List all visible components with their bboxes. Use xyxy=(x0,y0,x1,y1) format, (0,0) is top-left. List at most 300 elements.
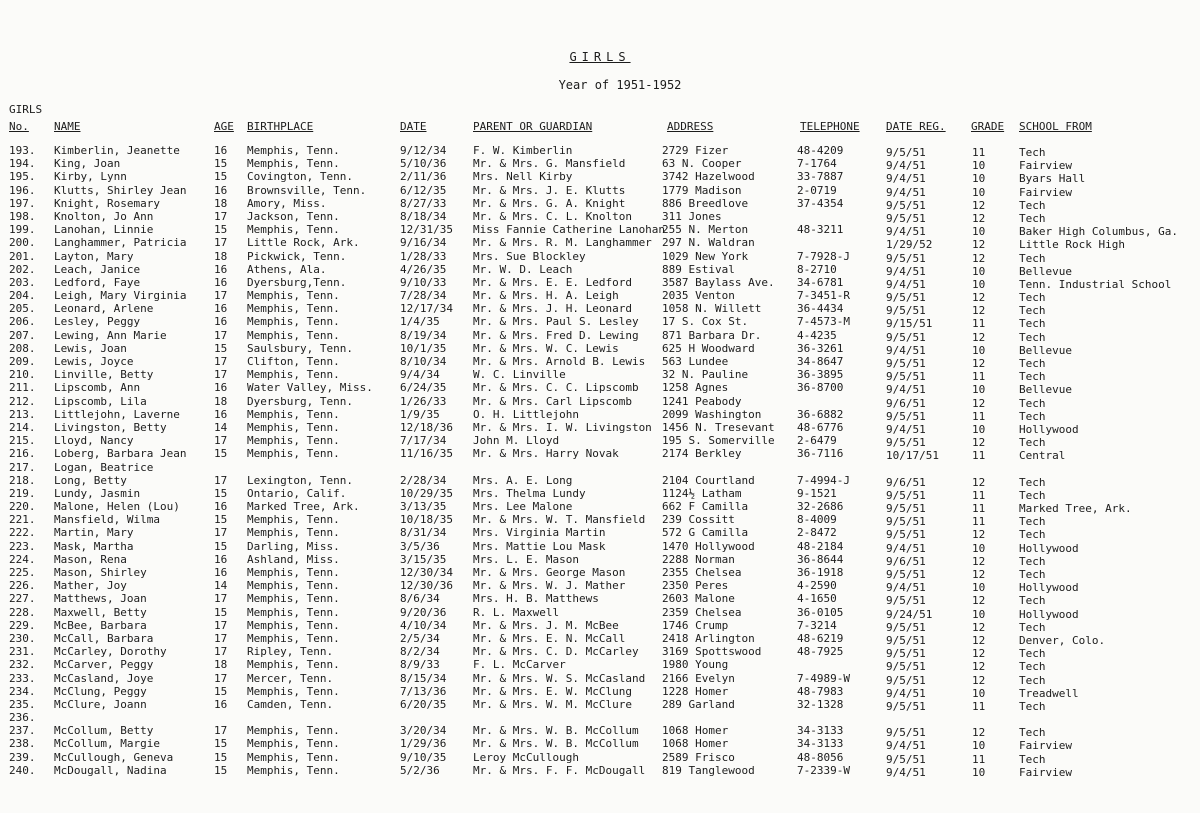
grade: 12 xyxy=(972,211,986,225)
table-row xyxy=(0,737,1200,753)
header-birthplace: BIRTHPLACE xyxy=(247,120,314,133)
student-age: 15 xyxy=(214,763,228,777)
school-from: Tech xyxy=(1019,291,1046,305)
birth-date: 2/5/34 xyxy=(400,631,440,645)
parent-guardian: Mr. W. D. Leach xyxy=(473,262,573,276)
table-row xyxy=(0,157,1200,173)
address: 2350 Peres xyxy=(662,579,729,593)
row-number: 202. xyxy=(9,262,36,276)
table-row xyxy=(0,487,1200,500)
address: 2603 Malone xyxy=(662,592,735,606)
school-from: Bellevue xyxy=(1019,383,1072,397)
birthplace: Water Valley, Miss. xyxy=(247,381,373,395)
date-registered: 9/5/51 xyxy=(886,304,926,318)
grade: 10 xyxy=(972,159,986,173)
school-from: Bellevue xyxy=(1019,343,1072,357)
school-from: Tech xyxy=(1019,396,1046,410)
grade: 12 xyxy=(972,475,986,489)
row-number: 237. xyxy=(9,724,36,738)
table-row xyxy=(0,619,1200,632)
birth-date: 8/19/34 xyxy=(400,328,447,342)
table-row xyxy=(0,632,1200,645)
grade: 12 xyxy=(972,436,986,450)
telephone: 36-8700 xyxy=(797,381,844,395)
parent-guardian: Mrs. Sue Blockley xyxy=(473,249,586,263)
student-name: Klutts, Shirley Jean xyxy=(54,183,187,197)
parent-guardian: Mr. & Mrs. Arnold B. Lewis xyxy=(473,355,646,368)
birthplace: Memphis, Tenn. xyxy=(247,289,340,303)
parent-guardian: Mr. & Mrs. W. T. Mansfield xyxy=(473,513,646,527)
grade: 10 xyxy=(972,607,986,621)
birthplace: Memphis, Tenn. xyxy=(247,420,340,434)
table-row xyxy=(0,329,1200,342)
address: 32 N. Pauline xyxy=(662,368,749,382)
student-name: Lesley, Peggy xyxy=(54,315,141,329)
date-registered: 9/5/51 xyxy=(886,568,926,581)
birth-date: 8/15/34 xyxy=(400,671,447,685)
address: 195 S. Somerville xyxy=(662,434,775,448)
row-number: 201. xyxy=(9,249,36,263)
birth-date: 12/30/36 xyxy=(400,579,453,593)
birthplace: Dyersburg, Tenn. xyxy=(247,394,353,408)
birth-date: 1/29/36 xyxy=(400,737,447,751)
student-name: McCollum, Betty xyxy=(54,724,154,738)
date-registered: 9/5/51 xyxy=(886,291,926,305)
student-age: 15 xyxy=(214,684,228,698)
parent-guardian: Mr. & Mrs. George Mason xyxy=(473,566,626,579)
birth-date: 6/20/35 xyxy=(400,697,447,711)
parent-guardian: Mr. & Mrs. C. L. Knolton xyxy=(473,209,632,223)
student-name: Leach, Janice xyxy=(54,262,141,276)
student-name: McCasland, Joye xyxy=(54,671,154,685)
student-name: Layton, Mary xyxy=(54,249,134,263)
student-name: Lewis, Joyce xyxy=(54,355,134,368)
birthplace: Memphis, Tenn. xyxy=(247,447,340,461)
date-registered: 9/4/51 xyxy=(886,185,926,199)
header-school: SCHOOL FROM xyxy=(1019,120,1092,133)
telephone: 2-0719 xyxy=(797,183,837,197)
student-name: Malone, Helen (Lou) xyxy=(54,500,180,514)
school-from: Tech xyxy=(1019,475,1046,489)
birth-date: 12/17/34 xyxy=(400,302,453,316)
school-from: Tech xyxy=(1019,211,1046,225)
school-from: Tech xyxy=(1019,515,1046,529)
school-from: Tech xyxy=(1019,568,1046,581)
telephone: 34-3133 xyxy=(797,737,844,751)
parent-guardian: Mr. & Mrs. W. C. Lewis xyxy=(473,341,619,355)
date-registered: 9/4/51 xyxy=(886,225,926,239)
student-age: 17 xyxy=(214,328,228,342)
telephone: 32-2686 xyxy=(797,500,844,514)
student-name: Lipscomb, Ann xyxy=(54,381,141,395)
date-registered: 9/5/51 xyxy=(886,251,926,265)
address: 2729 Fizer xyxy=(662,144,729,157)
birth-date: 9/10/35 xyxy=(400,750,447,764)
grade: 11 xyxy=(972,409,986,423)
student-age: 15 xyxy=(214,539,228,553)
row-number: 194. xyxy=(9,157,36,171)
telephone: 37-4354 xyxy=(797,196,844,210)
student-age: 17 xyxy=(214,355,228,368)
row-number: 223. xyxy=(9,539,36,553)
birth-date: 10/1/35 xyxy=(400,341,447,355)
table-row xyxy=(0,751,1200,764)
student-age: 16 xyxy=(214,275,228,289)
grade: 11 xyxy=(972,317,986,331)
telephone: 7-4994-J xyxy=(797,473,850,487)
telephone: 7-3214 xyxy=(797,618,837,632)
birth-date: 3/13/35 xyxy=(400,500,447,514)
birthplace: Ashland, Miss. xyxy=(247,552,340,566)
birth-date: 4/26/35 xyxy=(400,262,447,276)
address: 1241 Peabody xyxy=(662,394,742,408)
birthplace: Ripley, Tenn. xyxy=(247,645,334,659)
student-name: Leigh, Mary Virginia xyxy=(54,289,187,303)
student-name: Mask, Martha xyxy=(54,539,134,553)
birthplace: Lexington, Tenn. xyxy=(247,473,353,487)
address: 1068 Homer xyxy=(662,737,729,751)
table-row xyxy=(0,421,1200,434)
birthplace: Memphis, Tenn. xyxy=(247,737,340,751)
student-name: Knolton, Jo Ann xyxy=(54,209,154,223)
telephone: 34-6781 xyxy=(797,275,844,289)
address: 819 Tanglewood xyxy=(662,763,755,777)
table-row xyxy=(0,276,1200,289)
student-name: Lundy, Jasmin xyxy=(54,486,141,500)
table-row xyxy=(0,144,1200,157)
school-from: Marked Tree, Ark. xyxy=(1019,502,1132,516)
address: 2355 Chelsea xyxy=(662,566,742,579)
school-from: Hollywood xyxy=(1019,581,1079,595)
grade: 12 xyxy=(972,291,986,305)
row-number: 207. xyxy=(9,328,36,342)
birthplace: Memphis, Tenn. xyxy=(247,513,340,527)
school-from: Tech xyxy=(1019,317,1046,331)
birth-date: 9/16/34 xyxy=(400,236,447,250)
row-number: 206. xyxy=(9,315,36,329)
student-name: Loberg, Barbara Jean xyxy=(54,447,187,461)
birthplace: Memphis, Tenn. xyxy=(247,763,340,777)
birth-date: 3/5/36 xyxy=(400,539,440,553)
student-name: McBee, Barbara xyxy=(54,618,147,632)
birth-date: 5/2/36 xyxy=(400,763,440,777)
row-number: 220. xyxy=(9,500,36,514)
birthplace: Memphis, Tenn. xyxy=(247,526,340,540)
student-age: 15 xyxy=(214,447,228,461)
address: 1228 Homer xyxy=(662,684,729,698)
table-header xyxy=(0,120,1200,136)
girls-column-label: GIRLS xyxy=(9,103,43,116)
birth-date: 8/31/34 xyxy=(400,526,447,540)
table-row xyxy=(0,553,1200,566)
parent-guardian: Miss Fannie Catherine Lanohan xyxy=(473,223,666,237)
telephone: 36-8644 xyxy=(797,552,844,566)
row-number: 233. xyxy=(9,671,36,685)
date-registered: 9/4/51 xyxy=(886,159,926,173)
table-row xyxy=(0,724,1200,740)
address: 2099 Washington xyxy=(662,407,762,421)
grade: 10 xyxy=(972,541,986,555)
header-name: NAME xyxy=(54,120,81,133)
student-age: 16 xyxy=(214,407,228,421)
parent-guardian: Mr. & Mrs. W. B. McCollum xyxy=(473,724,639,738)
date-registered: 9/4/51 xyxy=(886,422,926,436)
student-age: 15 xyxy=(214,223,228,237)
row-number: 235. xyxy=(9,697,36,711)
birthplace: Memphis, Tenn. xyxy=(247,434,340,448)
birthplace: Brownsville, Tenn. xyxy=(247,183,367,197)
school-from: Baker High Columbus, Ga. xyxy=(1019,225,1178,239)
grade: 12 xyxy=(972,528,986,542)
row-number: 229. xyxy=(9,618,36,632)
row-number: 215. xyxy=(9,434,36,448)
grade: 12 xyxy=(972,568,986,581)
student-age: 17 xyxy=(214,368,228,382)
student-age: 18 xyxy=(214,196,228,210)
parent-guardian: Mrs. Virginia Martin xyxy=(473,526,606,540)
row-number: 224. xyxy=(9,552,36,566)
address: 17 S. Cox St. xyxy=(662,315,749,329)
student-age: 18 xyxy=(214,394,228,408)
date-registered: 9/5/51 xyxy=(886,752,926,766)
student-name: Mason, Rena xyxy=(54,552,127,566)
grade: 10 xyxy=(972,581,986,595)
telephone: 7-4573-M xyxy=(797,315,850,329)
grade: 12 xyxy=(972,554,986,568)
school-from: Tech xyxy=(1019,528,1046,542)
date-registered: 9/5/51 xyxy=(886,409,926,423)
row-number: 204. xyxy=(9,289,36,303)
school-from: Denver, Colo. xyxy=(1019,633,1106,647)
address: 889 Estival xyxy=(662,262,735,276)
telephone: 48-7983 xyxy=(797,684,844,698)
student-name: Lewis, Joan xyxy=(54,341,127,355)
student-name: Langhammer, Patricia xyxy=(54,236,187,250)
birth-date: 12/18/36 xyxy=(400,420,453,434)
telephone: 34-3133 xyxy=(797,724,844,738)
row-number: 214. xyxy=(9,420,36,434)
header-telephone: TELEPHONE xyxy=(800,120,860,133)
date-registered: 9/5/51 xyxy=(886,146,926,159)
telephone: 7-1764 xyxy=(797,157,837,171)
birth-date: 7/17/34 xyxy=(400,434,447,448)
date-registered: 9/4/51 xyxy=(886,172,926,186)
table-row xyxy=(0,315,1200,331)
grade: 12 xyxy=(972,726,986,740)
grade: 11 xyxy=(972,370,986,384)
header-date: DATE xyxy=(400,120,427,133)
parent-guardian: W. C. Linville xyxy=(473,368,566,382)
grade: 10 xyxy=(972,172,986,186)
parent-guardian: Mr. & Mrs. J. E. Klutts xyxy=(473,183,626,197)
birth-date: 6/12/35 xyxy=(400,183,447,197)
parent-guardian: Mr. & Mrs. Carl Lipscomb xyxy=(473,394,632,408)
birth-date: 3/20/34 xyxy=(400,724,447,738)
grade: 11 xyxy=(972,515,986,529)
telephone: 48-2184 xyxy=(797,539,844,553)
school-from: Tech xyxy=(1019,673,1046,687)
row-number: 231. xyxy=(9,645,36,659)
table-row xyxy=(0,645,1200,661)
birthplace: Little Rock, Ark. xyxy=(247,236,360,250)
student-age: 17 xyxy=(214,645,228,659)
school-from: Tech xyxy=(1019,370,1046,384)
address: 2288 Norman xyxy=(662,552,735,566)
birth-date: 1/4/35 xyxy=(400,315,440,329)
parent-guardian: O. H. Littlejohn xyxy=(473,407,579,421)
row-number: 238. xyxy=(9,737,36,751)
date-registered: 9/24/51 xyxy=(886,607,933,621)
address: 1058 N. Willett xyxy=(662,302,762,316)
row-number: 213. xyxy=(9,407,36,421)
student-name: Lewing, Ann Marie xyxy=(54,328,167,342)
birthplace: Pickwick, Tenn. xyxy=(247,249,347,263)
birthplace: Dyersburg,Tenn. xyxy=(247,275,347,289)
telephone: 36-4434 xyxy=(797,302,844,316)
address: 1470 Hollywood xyxy=(662,539,755,553)
row-number: 218. xyxy=(9,473,36,487)
parent-guardian: Mr. & Mrs. W. S. McCasland xyxy=(473,671,646,685)
student-age: 15 xyxy=(214,513,228,527)
school-from: Tech xyxy=(1019,699,1046,713)
parent-guardian: F. W. Kimberlin xyxy=(473,144,573,157)
school-from: Hollywood xyxy=(1019,422,1079,436)
header-no: No. xyxy=(9,120,29,133)
birthplace: Memphis, Tenn. xyxy=(247,750,340,764)
grade: 12 xyxy=(972,330,986,344)
birthplace: Ontario, Calif. xyxy=(247,486,347,500)
table-row xyxy=(0,672,1200,685)
telephone: 2-8472 xyxy=(797,526,837,540)
date-registered: 9/5/51 xyxy=(886,620,926,634)
birth-date: 9/12/34 xyxy=(400,144,447,157)
table-row xyxy=(0,447,1200,463)
birth-date: 1/28/33 xyxy=(400,249,447,263)
table-row xyxy=(0,685,1200,698)
parent-guardian: Mr. & Mrs. E. E. Ledford xyxy=(473,275,632,289)
address: 3169 Spottswood xyxy=(662,645,762,659)
birthplace: Darling, Miss. xyxy=(247,539,340,553)
birthplace: Saulsbury, Tenn. xyxy=(247,341,353,355)
date-registered: 9/5/51 xyxy=(886,699,926,713)
grade: 10 xyxy=(972,343,986,357)
student-age: 17 xyxy=(214,236,228,250)
parent-guardian: Mr. & Mrs. C. D. McCarley xyxy=(473,645,639,659)
row-number: 216. xyxy=(9,447,36,461)
birth-date: 6/24/35 xyxy=(400,381,447,395)
telephone: 2-6479 xyxy=(797,434,837,448)
birthplace: Mercer, Tenn. xyxy=(247,671,334,685)
school-from: Fairview xyxy=(1019,765,1072,779)
parent-guardian: Mr. & Mrs. E. W. McClung xyxy=(473,684,632,698)
telephone: 4-2590 xyxy=(797,579,837,593)
birth-date: 7/28/34 xyxy=(400,289,447,303)
grade: 11 xyxy=(972,752,986,766)
school-from: Tech xyxy=(1019,304,1046,318)
birth-date: 9/4/34 xyxy=(400,368,440,382)
telephone: 48-7925 xyxy=(797,645,844,659)
date-registered: 9/6/51 xyxy=(886,554,926,568)
address: 572 G Camilla xyxy=(662,526,749,540)
school-from: Tech xyxy=(1019,752,1046,766)
birthplace: Memphis, Tenn. xyxy=(247,618,340,632)
date-registered: 9/4/51 xyxy=(886,581,926,595)
birthplace: Memphis, Tenn. xyxy=(247,684,340,698)
table-row xyxy=(0,197,1200,210)
school-from: Hollywood xyxy=(1019,541,1079,555)
student-age: 16 xyxy=(214,183,228,197)
school-from: Little Rock High xyxy=(1019,238,1125,252)
header-age: AGE xyxy=(214,120,234,133)
table-row xyxy=(0,434,1200,450)
date-registered: 9/5/51 xyxy=(886,633,926,647)
student-name: Linville, Betty xyxy=(54,368,154,382)
birth-date: 3/15/35 xyxy=(400,552,447,566)
student-name: Ledford, Faye xyxy=(54,275,141,289)
birthplace: Memphis, Tenn. xyxy=(247,724,340,738)
student-age: 15 xyxy=(214,737,228,751)
address: 662 F Camilla xyxy=(662,500,749,514)
birthplace: Memphis, Tenn. xyxy=(247,566,340,579)
birthplace: Memphis, Tenn. xyxy=(247,144,340,157)
date-registered: 9/5/51 xyxy=(886,198,926,212)
address: 563 Lundee xyxy=(662,355,729,368)
birthplace: Memphis, Tenn. xyxy=(247,368,340,382)
birth-date: 9/10/33 xyxy=(400,275,447,289)
student-name: Matthews, Joan xyxy=(54,592,147,606)
birth-date: 12/31/35 xyxy=(400,223,453,237)
birthplace: Memphis, Tenn. xyxy=(247,157,340,171)
date-registered: 9/5/51 xyxy=(886,726,926,740)
birth-date: 2/28/34 xyxy=(400,473,447,487)
student-name: McCarver, Peggy xyxy=(54,658,154,672)
telephone: 48-6776 xyxy=(797,420,844,434)
telephone: 8-2710 xyxy=(797,262,837,276)
address: 1124½ Latham xyxy=(662,486,742,500)
birth-date: 10/18/35 xyxy=(400,513,453,527)
telephone: 7-3451-R xyxy=(797,289,850,303)
parent-guardian: Mr. & Mrs. Fred D. Lewing xyxy=(473,328,639,342)
student-age: 15 xyxy=(214,341,228,355)
student-name: Knight, Rosemary xyxy=(54,196,160,210)
birth-date: 8/10/34 xyxy=(400,355,447,368)
student-age: 14 xyxy=(214,420,228,434)
grade: 12 xyxy=(972,304,986,318)
header-date-reg: DATE REG. xyxy=(886,120,946,133)
table-row xyxy=(0,658,1200,674)
table-row xyxy=(0,764,1200,777)
student-name: Mather, Joy xyxy=(54,579,127,593)
table-row xyxy=(0,184,1200,197)
address: 311 Jones xyxy=(662,209,722,223)
grade: 12 xyxy=(972,673,986,687)
address: 1068 Homer xyxy=(662,724,729,738)
birthplace: Jackson, Tenn. xyxy=(247,209,340,223)
student-age: 16 xyxy=(214,381,228,395)
table-row xyxy=(0,395,1200,408)
student-name: Lloyd, Nancy xyxy=(54,434,134,448)
table-row xyxy=(0,566,1200,579)
row-number: 225. xyxy=(9,566,36,579)
school-from: Hollywood xyxy=(1019,607,1079,621)
parent-guardian: Mr. & Mrs. F. F. McDougall xyxy=(473,763,646,777)
address: 2166 Evelyn xyxy=(662,671,735,685)
grade: 12 xyxy=(972,633,986,647)
telephone: 36-3261 xyxy=(797,341,844,355)
birthplace: Memphis, Tenn. xyxy=(247,315,340,329)
address: 63 N. Cooper xyxy=(662,157,742,171)
row-number: 211. xyxy=(9,381,36,395)
